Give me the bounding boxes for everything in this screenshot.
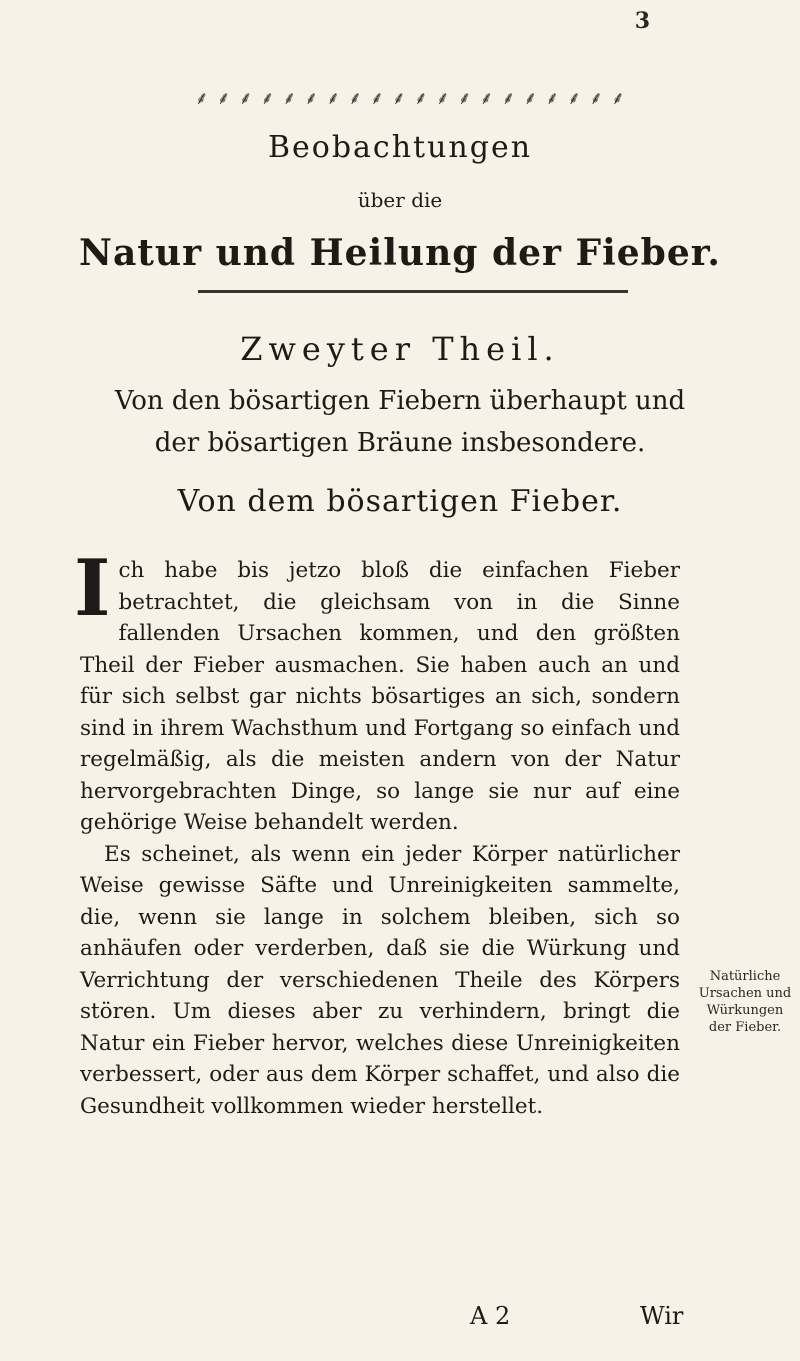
body-text [74,543,680,1122]
ornament-glyph-icon: ⸙ [414,88,428,109]
ornament-glyph-icon: ⸙ [370,88,384,109]
ornament-glyph-icon: ⸙ [501,88,516,109]
section-heading-line1: Von den bösartigen Fiebern überhaupt und [114,386,686,416]
paragraph-1 [74,543,680,839]
ornament-glyph-icon: ⸙ [195,88,209,109]
ornament-glyph-icon: ⸙ [589,88,603,109]
ornament-glyph-icon: ⸙ [523,88,538,109]
ornament-border [195,84,625,112]
margin-note-line2: Ursachen und [698,986,792,1001]
ornament-glyph-icon: ⸙ [282,88,297,109]
paragraph-2: Es scheinet, als wenn ein jeder Körper natürlicher Weise gewisse Säfte und Unreinigkeiten sammelte, die, wenn sie lange in solchem bleiben, sich so anhäufen oder verderben, daß sie die Würkung und Verrichtung der verschiedenen Theile des Körpers stören. Um dieses aber zu verhindern, bringt die Natur ein Fieber hervor, welches diese Unreinigkeiten verbessert, oder aus dem Körper schaffet, und also die Gesundheit vollkommen wieder herstellet. [80,841,680,1119]
ornament-glyph-icon: ⸙ [611,88,625,109]
part-heading: Zweyter Theil. [240,330,560,368]
ornament-glyph-icon: ⸙ [238,88,253,109]
ornament-glyph-icon: ⸙ [392,88,406,109]
page-number: 3 [634,8,650,34]
ornament-glyph-icon: ⸙ [567,88,581,109]
title-sub: über die [357,188,443,212]
margin-note-line3: Würkungen [706,1003,784,1018]
ornament-glyph-icon: ⸙ [260,88,275,109]
ornament-glyph-icon: ⸙ [479,88,494,109]
margin-note-line4: der Fieber. [708,1020,782,1035]
ornament-glyph-icon: ⸙ [348,88,362,109]
catchword: Wir [640,1302,684,1330]
ornament-glyph-icon: ⸙ [435,88,450,109]
section-heading [0,380,800,464]
divider-rule [198,290,628,293]
chapter-heading: Von dem bösartigen Fieber. [177,484,623,519]
section-heading-line2: der bösartigen Bräune insbesondere. [154,428,646,458]
ornament-glyph-icon: ⸙ [326,88,340,109]
title-topic: Natur und Heilung der Fieber. [79,232,721,274]
ornament-glyph-icon: ⸙ [545,88,559,109]
drop-cap: I [74,543,111,634]
ornament-glyph-icon: ⸙ [304,88,319,109]
margin-note-line1: Natürliche [709,969,781,984]
paragraph-1-text: ch habe bis jetzo bloß die einfachen Fieber betrachtet, die gleichsam von in die Sinne fallenden Ursachen kommen, und den größten Theil der Fieber ausmachen. Sie haben auch an und für sich selbst gar nichts bösartiges an sich, sondern sind in ihrem Wachsthum und Fortgang so einfach und regelmäßig, als die meisten andern von der Natur hervorgebrachten Dinge, so lange sie nur auf eine gehörige Weise behandelt werden. [80,558,680,835]
ornament-glyph-icon: ⸙ [216,88,231,109]
title-main: Beobachtungen [267,130,533,165]
signature-mark: A 2 [470,1302,511,1330]
margin-note [695,968,795,1036]
ornament-glyph-icon: ⸙ [457,88,472,109]
page-footer [0,1302,800,1342]
